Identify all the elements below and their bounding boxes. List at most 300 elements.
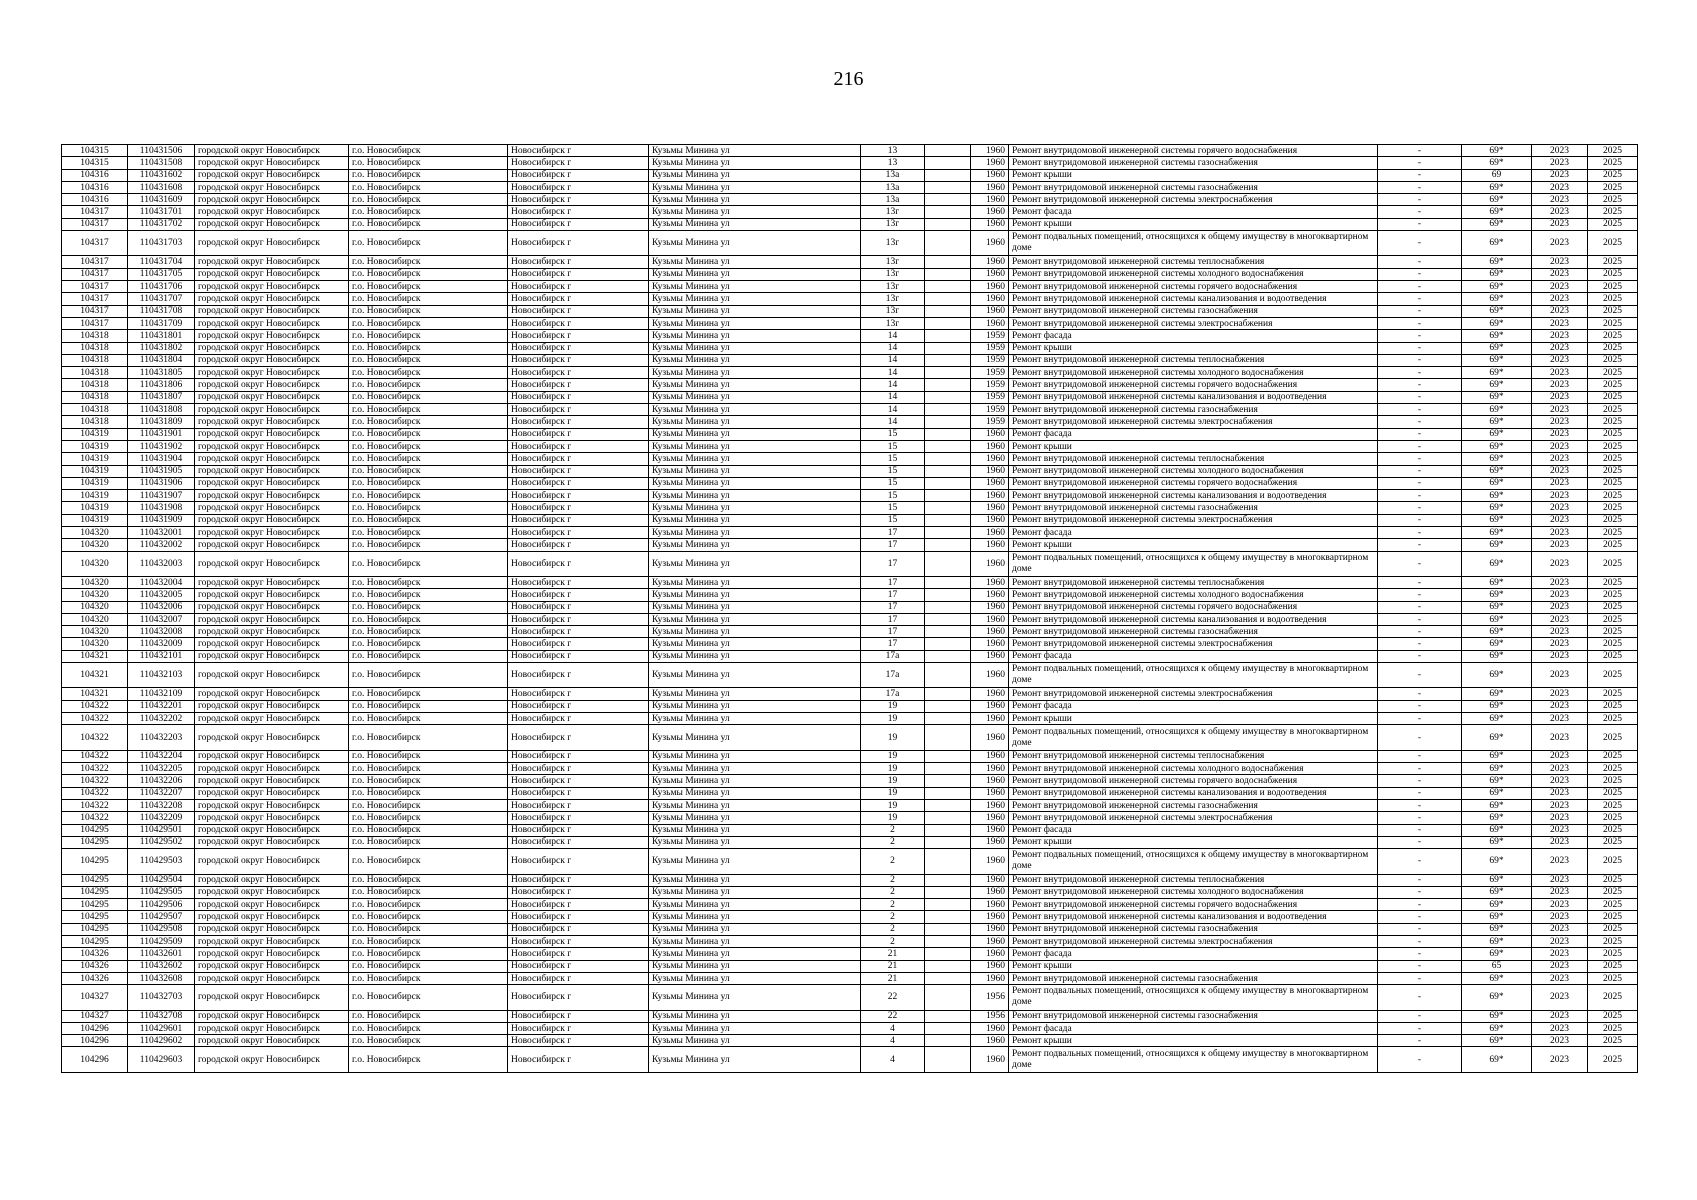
capital-repair-register-table [61,144,1638,1073]
cell-area: - [1378,539,1462,551]
table-row [62,763,1638,775]
cell-plan-start-year: 2023 [1532,799,1588,811]
cell-plan-start-year: 2023 [1532,157,1588,169]
cell-plan-end-year: 2025 [1588,886,1638,898]
cell-building [925,650,971,662]
cell-house-number: 19 [861,763,925,775]
table-row [62,514,1638,526]
cell-house-id: 104319 [62,490,128,502]
cell-plan-start-year: 2023 [1532,750,1588,762]
cell-plan-start-year: 2023 [1532,725,1588,750]
cell-building [925,911,971,923]
cell-municipality: городской округ Новосибирск [195,391,349,403]
cell-house-id: 104326 [62,948,128,960]
cell-plan-start-year: 2023 [1532,763,1588,775]
cell-municipality: городской округ Новосибирск [195,960,349,972]
cell-street: Кузьмы Минина ул [649,404,861,416]
cell-street: Кузьмы Минина ул [649,231,861,256]
cell-work-id: 110431905 [128,465,195,477]
cell-year-built: 1960 [971,268,1009,280]
cell-year-built: 1960 [971,539,1009,551]
cell-house-number: 2 [861,911,925,923]
cell-work-type: Ремонт внутридомовой инженерной системы теплоснабжения [1009,256,1378,268]
cell-house-number: 13г [861,281,925,293]
cell-house-number: 14 [861,330,925,342]
cell-plan-end-year: 2025 [1588,145,1638,157]
cell-work-id: 110431705 [128,268,195,280]
cell-settlement: г.о. Новосибирск [349,576,508,588]
cell-work-type: Ремонт внутридомовой инженерной системы холодного водоснабжения [1009,367,1378,379]
cell-work-id: 110431906 [128,477,195,489]
cell-locality: Новосибирск г [508,157,649,169]
cell-building [925,886,971,898]
cell-plan-end-year: 2025 [1588,985,1638,1010]
cell-plan-end-year: 2025 [1588,218,1638,230]
cell-house-id: 104326 [62,972,128,984]
cell-locality: Новосибирск г [508,650,649,662]
cell-locality: Новосибирск г [508,231,649,256]
cell-settlement: г.о. Новосибирск [349,181,508,193]
cell-house-id: 104316 [62,169,128,181]
cell-plan-start-year: 2023 [1532,688,1588,700]
cell-work-type: Ремонт внутридомовой инженерной системы горячего водоснабжения [1009,145,1378,157]
cell-area: - [1378,787,1462,799]
cell-house-id: 104295 [62,886,128,898]
cell-settlement: г.о. Новосибирск [349,899,508,911]
cell-reason: 69* [1462,700,1532,712]
cell-reason: 69* [1462,305,1532,317]
cell-area: - [1378,453,1462,465]
cell-work-id: 110431902 [128,440,195,452]
cell-house-number: 14 [861,404,925,416]
cell-work-id: 110431807 [128,391,195,403]
cell-municipality: городской округ Новосибирск [195,812,349,824]
table-row [62,539,1638,551]
cell-reason: 69 [1462,169,1532,181]
cell-work-type: Ремонт внутридомовой инженерной системы электроснабжения [1009,638,1378,650]
cell-year-built: 1960 [971,453,1009,465]
cell-house-id: 104296 [62,1047,128,1072]
cell-street: Кузьмы Минина ул [649,899,861,911]
cell-area: - [1378,836,1462,848]
cell-settlement: г.о. Новосибирск [349,169,508,181]
cell-municipality: городской округ Новосибирск [195,539,349,551]
cell-municipality: городской округ Новосибирск [195,502,349,514]
cell-work-type: Ремонт внутридомовой инженерной системы горячего водоснабжения [1009,281,1378,293]
cell-work-type: Ремонт внутридомовой инженерной системы газоснабжения [1009,502,1378,514]
cell-reason: 69* [1462,367,1532,379]
cell-settlement: г.о. Новосибирск [349,750,508,762]
cell-municipality: городской округ Новосибирск [195,453,349,465]
cell-house-id: 104320 [62,626,128,638]
cell-reason: 69* [1462,787,1532,799]
cell-reason: 69* [1462,465,1532,477]
cell-work-type: Ремонт внутридомовой инженерной системы газоснабжения [1009,181,1378,193]
cell-reason: 69* [1462,923,1532,935]
cell-locality: Новосибирск г [508,194,649,206]
cell-year-built: 1960 [971,514,1009,526]
cell-plan-end-year: 2025 [1588,428,1638,440]
cell-reason: 69* [1462,849,1532,874]
cell-plan-end-year: 2025 [1588,231,1638,256]
cell-municipality: городской округ Новосибирск [195,750,349,762]
cell-plan-end-year: 2025 [1588,490,1638,502]
cell-work-type: Ремонт внутридомовой инженерной системы холодного водоснабжения [1009,886,1378,898]
cell-house-number: 13а [861,194,925,206]
cell-work-id: 110429501 [128,824,195,836]
cell-street: Кузьмы Минина ул [649,477,861,489]
cell-work-type: Ремонт крыши [1009,960,1378,972]
cell-house-number: 19 [861,700,925,712]
cell-area: - [1378,700,1462,712]
cell-work-id: 110432004 [128,576,195,588]
cell-area: - [1378,281,1462,293]
table-row [62,1047,1638,1072]
cell-plan-end-year: 2025 [1588,589,1638,601]
cell-work-id: 110429509 [128,935,195,947]
cell-settlement: г.о. Новосибирск [349,638,508,650]
cell-settlement: г.о. Новосибирск [349,477,508,489]
cell-street: Кузьмы Минина ул [649,911,861,923]
cell-street: Кузьмы Минина ул [649,725,861,750]
cell-municipality: городской округ Новосибирск [195,874,349,886]
cell-plan-start-year: 2023 [1532,391,1588,403]
cell-settlement: г.о. Новосибирск [349,688,508,700]
cell-locality: Новосибирск г [508,218,649,230]
cell-municipality: городской округ Новосибирск [195,763,349,775]
cell-street: Кузьмы Минина ул [649,453,861,465]
cell-work-id: 110429506 [128,899,195,911]
cell-year-built: 1960 [971,713,1009,725]
cell-plan-end-year: 2025 [1588,923,1638,935]
cell-house-id: 104321 [62,688,128,700]
cell-area: - [1378,1022,1462,1034]
cell-house-id: 104321 [62,650,128,662]
cell-reason: 69* [1462,256,1532,268]
cell-area: - [1378,268,1462,280]
cell-work-id: 110432109 [128,688,195,700]
table-body [62,145,1638,1073]
cell-municipality: городской округ Новосибирск [195,490,349,502]
cell-building [925,960,971,972]
cell-reason: 69* [1462,317,1532,329]
table-row [62,379,1638,391]
cell-municipality: городской округ Новосибирск [195,725,349,750]
cell-year-built: 1960 [971,775,1009,787]
cell-street: Кузьмы Минина ул [649,181,861,193]
cell-plan-start-year: 2023 [1532,650,1588,662]
cell-plan-end-year: 2025 [1588,1022,1638,1034]
cell-work-id: 110432205 [128,763,195,775]
table-row [62,416,1638,428]
cell-plan-start-year: 2023 [1532,935,1588,947]
cell-year-built: 1960 [971,1022,1009,1034]
cell-work-id: 110431901 [128,428,195,440]
cell-settlement: г.о. Новосибирск [349,231,508,256]
cell-house-number: 17 [861,626,925,638]
cell-plan-start-year: 2023 [1532,502,1588,514]
cell-house-number: 13а [861,181,925,193]
cell-building [925,775,971,787]
cell-plan-start-year: 2023 [1532,1022,1588,1034]
cell-work-type: Ремонт внутридомовой инженерной системы газоснабжения [1009,157,1378,169]
table-row [62,601,1638,613]
cell-work-id: 110431602 [128,169,195,181]
table-row [62,1035,1638,1047]
cell-plan-end-year: 2025 [1588,551,1638,576]
cell-settlement: г.о. Новосибирск [349,836,508,848]
cell-house-id: 104318 [62,330,128,342]
cell-year-built: 1960 [971,836,1009,848]
cell-year-built: 1959 [971,391,1009,403]
cell-plan-start-year: 2023 [1532,812,1588,824]
cell-area: - [1378,194,1462,206]
cell-reason: 69* [1462,663,1532,688]
cell-building [925,551,971,576]
cell-plan-start-year: 2023 [1532,539,1588,551]
cell-work-id: 110429602 [128,1035,195,1047]
cell-locality: Новосибирск г [508,281,649,293]
cell-locality: Новосибирск г [508,256,649,268]
cell-house-number: 2 [861,899,925,911]
cell-plan-start-year: 2023 [1532,354,1588,366]
cell-house-number: 22 [861,985,925,1010]
cell-house-id: 104327 [62,1010,128,1022]
cell-municipality: городской округ Новосибирск [195,899,349,911]
cell-work-type: Ремонт внутридомовой инженерной системы теплоснабжения [1009,354,1378,366]
cell-settlement: г.о. Новосибирск [349,539,508,551]
table-row [62,145,1638,157]
cell-settlement: г.о. Новосибирск [349,379,508,391]
cell-building [925,799,971,811]
cell-plan-start-year: 2023 [1532,440,1588,452]
cell-plan-start-year: 2023 [1532,1047,1588,1072]
cell-house-number: 4 [861,1047,925,1072]
cell-work-id: 110431702 [128,218,195,230]
cell-work-type: Ремонт фасада [1009,824,1378,836]
cell-year-built: 1960 [971,576,1009,588]
cell-house-id: 104316 [62,194,128,206]
cell-house-id: 104318 [62,367,128,379]
cell-settlement: г.о. Новосибирск [349,799,508,811]
cell-plan-end-year: 2025 [1588,453,1638,465]
cell-area: - [1378,725,1462,750]
cell-plan-end-year: 2025 [1588,1047,1638,1072]
cell-municipality: городской округ Новосибирск [195,514,349,526]
cell-house-id: 104316 [62,181,128,193]
cell-building [925,502,971,514]
cell-area: - [1378,391,1462,403]
cell-reason: 69* [1462,626,1532,638]
cell-work-type: Ремонт фасада [1009,206,1378,218]
cell-reason: 69* [1462,613,1532,625]
cell-locality: Новосибирск г [508,181,649,193]
cell-plan-start-year: 2023 [1532,713,1588,725]
cell-plan-start-year: 2023 [1532,589,1588,601]
table-row [62,935,1638,947]
cell-year-built: 1960 [971,317,1009,329]
cell-settlement: г.о. Новосибирск [349,514,508,526]
cell-plan-end-year: 2025 [1588,799,1638,811]
table-row [62,305,1638,317]
cell-reason: 69* [1462,972,1532,984]
cell-work-id: 110432207 [128,787,195,799]
cell-street: Кузьмы Минина ул [649,589,861,601]
cell-work-id: 110431802 [128,342,195,354]
cell-work-id: 110432103 [128,663,195,688]
cell-plan-end-year: 2025 [1588,317,1638,329]
cell-building [925,391,971,403]
cell-municipality: городской округ Новосибирск [195,157,349,169]
cell-area: - [1378,688,1462,700]
cell-building [925,713,971,725]
cell-work-id: 110429601 [128,1022,195,1034]
table-row [62,428,1638,440]
cell-street: Кузьмы Минина ул [649,527,861,539]
cell-area: - [1378,775,1462,787]
cell-building [925,206,971,218]
cell-year-built: 1960 [971,206,1009,218]
cell-house-number: 13г [861,218,925,230]
cell-street: Кузьмы Минина ул [649,428,861,440]
cell-work-id: 110431801 [128,330,195,342]
cell-settlement: г.о. Новосибирск [349,972,508,984]
cell-work-id: 110429505 [128,886,195,898]
cell-work-id: 110432204 [128,750,195,762]
cell-work-type: Ремонт фасада [1009,1022,1378,1034]
cell-locality: Новосибирск г [508,948,649,960]
cell-street: Кузьмы Минина ул [649,169,861,181]
cell-plan-end-year: 2025 [1588,181,1638,193]
cell-area: - [1378,824,1462,836]
cell-street: Кузьмы Минина ул [649,713,861,725]
cell-work-type: Ремонт внутридомовой инженерной системы канализования и водоотведения [1009,613,1378,625]
cell-area: - [1378,874,1462,886]
cell-municipality: городской округ Новосибирск [195,354,349,366]
cell-work-id: 110431804 [128,354,195,366]
cell-street: Кузьмы Минина ул [649,317,861,329]
cell-year-built: 1959 [971,379,1009,391]
cell-house-id: 104320 [62,551,128,576]
cell-work-type: Ремонт внутридомовой инженерной системы электроснабжения [1009,416,1378,428]
cell-locality: Новосибирск г [508,453,649,465]
cell-plan-start-year: 2023 [1532,330,1588,342]
cell-area: - [1378,145,1462,157]
cell-work-type: Ремонт внутридомовой инженерной системы холодного водоснабжения [1009,268,1378,280]
cell-locality: Новосибирск г [508,787,649,799]
cell-settlement: г.о. Новосибирск [349,886,508,898]
table-row [62,886,1638,898]
cell-plan-end-year: 2025 [1588,256,1638,268]
cell-house-number: 2 [861,849,925,874]
cell-plan-end-year: 2025 [1588,281,1638,293]
cell-reason: 69* [1462,576,1532,588]
cell-work-type: Ремонт внутридомовой инженерной системы электроснабжения [1009,194,1378,206]
cell-year-built: 1960 [971,601,1009,613]
cell-building [925,514,971,526]
cell-reason: 69* [1462,638,1532,650]
cell-plan-end-year: 2025 [1588,194,1638,206]
cell-reason: 69* [1462,812,1532,824]
cell-plan-end-year: 2025 [1588,688,1638,700]
cell-house-number: 2 [861,923,925,935]
cell-work-type: Ремонт внутридомовой инженерной системы газоснабжения [1009,305,1378,317]
table-row [62,404,1638,416]
cell-work-type: Ремонт внутридомовой инженерной системы горячего водоснабжения [1009,379,1378,391]
cell-year-built: 1960 [971,305,1009,317]
cell-work-id: 110431506 [128,145,195,157]
cell-plan-end-year: 2025 [1588,206,1638,218]
cell-reason: 69* [1462,416,1532,428]
cell-municipality: городской округ Новосибирск [195,465,349,477]
cell-building [925,750,971,762]
cell-settlement: г.о. Новосибирск [349,812,508,824]
cell-year-built: 1960 [971,613,1009,625]
cell-plan-start-year: 2023 [1532,416,1588,428]
cell-reason: 69* [1462,181,1532,193]
cell-municipality: городской округ Новосибирск [195,972,349,984]
cell-area: - [1378,502,1462,514]
cell-area: - [1378,367,1462,379]
cell-settlement: г.о. Новосибирск [349,157,508,169]
cell-plan-start-year: 2023 [1532,1035,1588,1047]
cell-work-type: Ремонт внутридомовой инженерной системы канализования и водоотведения [1009,911,1378,923]
cell-area: - [1378,750,1462,762]
cell-house-id: 104322 [62,787,128,799]
cell-building [925,812,971,824]
cell-locality: Новосибирск г [508,824,649,836]
cell-settlement: г.о. Новосибирск [349,391,508,403]
cell-house-id: 104318 [62,416,128,428]
cell-plan-end-year: 2025 [1588,899,1638,911]
cell-year-built: 1960 [971,650,1009,662]
cell-work-id: 110432007 [128,613,195,625]
cell-area: - [1378,440,1462,452]
cell-reason: 69* [1462,750,1532,762]
cell-year-built: 1960 [971,428,1009,440]
cell-house-number: 15 [861,514,925,526]
cell-settlement: г.о. Новосибирск [349,1035,508,1047]
cell-plan-start-year: 2023 [1532,218,1588,230]
cell-house-id: 104296 [62,1022,128,1034]
cell-house-number: 2 [861,836,925,848]
table-row [62,849,1638,874]
cell-plan-end-year: 2025 [1588,601,1638,613]
cell-plan-end-year: 2025 [1588,367,1638,379]
table-row [62,985,1638,1010]
cell-building [925,985,971,1010]
cell-area: - [1378,206,1462,218]
cell-house-number: 17 [861,638,925,650]
cell-work-id: 110432009 [128,638,195,650]
cell-locality: Новосибирск г [508,960,649,972]
cell-house-number: 13г [861,268,925,280]
cell-house-id: 104295 [62,899,128,911]
cell-street: Кузьмы Минина ул [649,293,861,305]
cell-municipality: городской округ Новосибирск [195,281,349,293]
table-row [62,576,1638,588]
cell-street: Кузьмы Минина ул [649,1022,861,1034]
cell-work-id: 110429503 [128,849,195,874]
cell-locality: Новосибирск г [508,379,649,391]
cell-house-number: 19 [861,787,925,799]
cell-settlement: г.о. Новосибирск [349,787,508,799]
cell-year-built: 1959 [971,367,1009,379]
cell-locality: Новосибирск г [508,688,649,700]
cell-house-number: 15 [861,453,925,465]
cell-work-id: 110432602 [128,960,195,972]
cell-building [925,923,971,935]
